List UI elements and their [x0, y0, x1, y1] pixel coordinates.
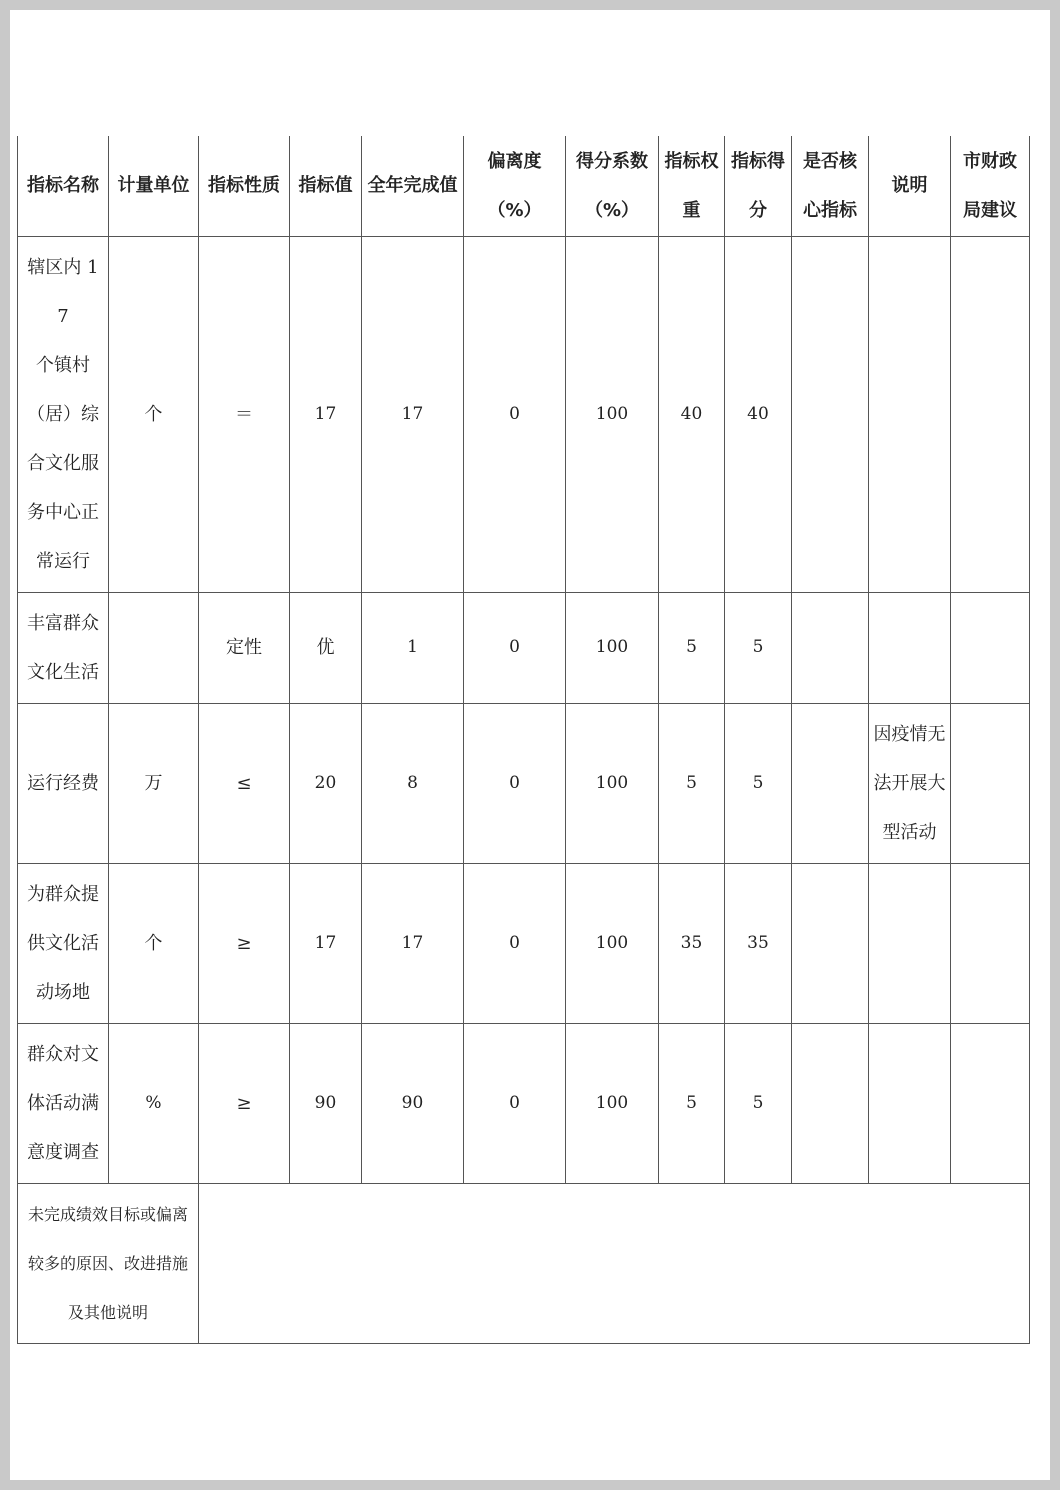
header-nature: 指标性质: [199, 136, 290, 236]
weight-cell: 5: [659, 1023, 725, 1183]
note-line: 因疫情无: [873, 723, 946, 745]
header-row: [18, 136, 1030, 236]
note-cell: [869, 1023, 951, 1183]
unit-cell: 万: [109, 703, 199, 863]
target-value-cell: 17: [290, 236, 362, 592]
header-core-line2: 心指标: [803, 199, 857, 221]
indicator-name-line: 动场地: [36, 981, 90, 1003]
table-row: [18, 236, 1030, 592]
core-indicator-cell: [792, 1023, 869, 1183]
note-line: 型活动: [882, 821, 937, 843]
indicator-name-cell: [18, 863, 109, 1023]
weight-cell: 40: [659, 236, 725, 592]
indicator-name-line: 运行经费: [27, 772, 99, 794]
table-row: [18, 592, 1030, 703]
score-cell: 5: [725, 1023, 792, 1183]
coefficient-cell: 100: [566, 236, 659, 592]
weight-cell: 5: [659, 592, 725, 703]
indicator-name-line: 务中心正: [27, 501, 99, 523]
deviation-cell: 0: [464, 592, 566, 703]
note-cell: [869, 703, 951, 863]
explanation-label-line: 未完成绩效目标或偏离: [27, 1204, 188, 1224]
indicator-name-line: 为群众提: [27, 883, 99, 905]
header-finance-advice: [951, 136, 1030, 236]
explanation-label-line: 较多的原因、改进措施: [27, 1253, 188, 1273]
advice-cell: [951, 863, 1030, 1023]
advice-cell: [951, 1023, 1030, 1183]
nature-cell: ≥: [199, 1023, 290, 1183]
explanation-label-cell: [18, 1183, 199, 1343]
header-target-value: 指标值: [290, 136, 362, 236]
indicator-name-line: 个镇村: [36, 354, 90, 376]
deviation-cell: 0: [464, 236, 566, 592]
indicator-name-cell: [18, 703, 109, 863]
coefficient-cell: 100: [566, 1023, 659, 1183]
advice-cell: [951, 592, 1030, 703]
advice-cell: [951, 703, 1030, 863]
indicator-name-line: 意度调查: [27, 1141, 99, 1163]
explanation-row: [18, 1183, 1030, 1343]
core-indicator-cell: [792, 592, 869, 703]
document-page: [10, 10, 1050, 1480]
indicator-name-line: 常运行: [36, 550, 90, 572]
indicator-name-line: 合文化服: [27, 452, 99, 474]
deviation-cell: 0: [464, 1023, 566, 1183]
unit-cell: %: [109, 1023, 199, 1183]
note-cell: [869, 236, 951, 592]
nature-cell: ≥: [199, 863, 290, 1023]
table-row: [18, 703, 1030, 863]
target-value-cell: 20: [290, 703, 362, 863]
header-deviation-line2: （%）: [487, 199, 542, 221]
target-value-cell: 优: [290, 592, 362, 703]
note-cell: [869, 592, 951, 703]
indicator-name-line: 辖区内 17: [27, 256, 99, 327]
indicator-name-line: 群众对文: [27, 1043, 99, 1065]
header-deviation: [464, 136, 566, 236]
performance-indicator-table: [17, 136, 1030, 1344]
score-cell: 40: [725, 236, 792, 592]
header-weight: [659, 136, 725, 236]
header-indicator-name: 指标名称: [18, 136, 109, 236]
header-advice-line1: 市财政: [963, 150, 1017, 172]
unit-cell: 个: [109, 236, 199, 592]
explanation-label-line: 及其他说明: [67, 1302, 148, 1322]
header-annual-actual: 全年完成值: [362, 136, 464, 236]
table-row: [18, 1023, 1030, 1183]
header-advice-line2: 局建议: [963, 199, 1017, 221]
header-core-line1: 是否核: [803, 150, 857, 172]
indicator-name-line: 丰富群众: [27, 612, 99, 634]
deviation-cell: 0: [464, 703, 566, 863]
coefficient-cell: 100: [566, 703, 659, 863]
header-weight-line2: 重: [682, 199, 701, 221]
nature-cell: 定性: [199, 592, 290, 703]
table-body: [18, 236, 1030, 1343]
table-row: [18, 863, 1030, 1023]
header-score-line2: 分: [749, 199, 767, 221]
indicator-name-cell: [18, 236, 109, 592]
header-note: 说明: [869, 136, 951, 236]
deviation-cell: 0: [464, 863, 566, 1023]
header-coefficient-line1: 得分系数: [576, 150, 648, 172]
indicator-name-cell: [18, 592, 109, 703]
header-unit: 计量单位: [109, 136, 199, 236]
weight-cell: 35: [659, 863, 725, 1023]
target-value-cell: 17: [290, 863, 362, 1023]
header-score-coefficient: [566, 136, 659, 236]
indicator-name-line: （居）综: [27, 403, 99, 425]
annual-actual-cell: 90: [362, 1023, 464, 1183]
score-cell: 5: [725, 592, 792, 703]
annual-actual-cell: 17: [362, 236, 464, 592]
indicator-name-line: 体活动满: [27, 1092, 99, 1114]
core-indicator-cell: [792, 703, 869, 863]
explanation-content-cell: [199, 1183, 1030, 1343]
header-coefficient-line2: （%）: [584, 199, 640, 221]
annual-actual-cell: 17: [362, 863, 464, 1023]
annual-actual-cell: 1: [362, 592, 464, 703]
score-cell: 35: [725, 863, 792, 1023]
score-cell: 5: [725, 703, 792, 863]
coefficient-cell: 100: [566, 592, 659, 703]
unit-cell: 个: [109, 863, 199, 1023]
indicator-name-cell: [18, 1023, 109, 1183]
target-value-cell: 90: [290, 1023, 362, 1183]
nature-cell: ≤: [199, 703, 290, 863]
core-indicator-cell: [792, 863, 869, 1023]
header-score-line1: 指标得: [731, 150, 785, 172]
advice-cell: [951, 236, 1030, 592]
indicator-name-line: 供文化活: [27, 932, 99, 954]
header-score: [725, 136, 792, 236]
indicator-name-line: 文化生活: [27, 661, 99, 683]
header-deviation-line1: 偏离度: [487, 150, 542, 172]
header-weight-line1: 指标权: [664, 150, 719, 172]
header-core-indicator: [792, 136, 869, 236]
weight-cell: 5: [659, 703, 725, 863]
annual-actual-cell: 8: [362, 703, 464, 863]
unit-cell: [109, 592, 199, 703]
nature-cell: ＝: [199, 236, 290, 592]
note-line: 法开展大: [873, 772, 946, 794]
coefficient-cell: 100: [566, 863, 659, 1023]
core-indicator-cell: [792, 236, 869, 592]
note-cell: [869, 863, 951, 1023]
